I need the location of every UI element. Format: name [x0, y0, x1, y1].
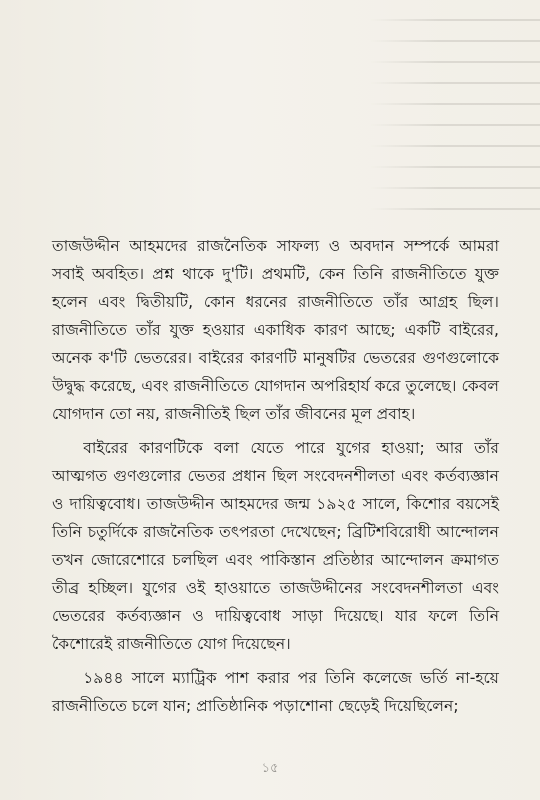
body-text [52, 232, 499, 720]
paragraph-3: ১৯৪৪ সালে ম্যাট্রিক পাশ করার পর তিনি কলেজে ভর্তি না-হয়ে রাজনীতিতে চলে যান; প্রাতিষ্ঠানিক পড়াশোনা ছেড়েই দিয়েছিলেন; [52, 669, 499, 715]
page-number: ১৫ [261, 761, 279, 776]
show-through-text [370, 0, 540, 220]
paragraph-1: তাজউদ্দীন আহমদের রাজনৈতিক সাফল্য ও অবদান সম্পর্কে আমরা সবাই অবহিত। প্রশ্ন থাকে দু'টি। প্রথমটি, কেন তিনি রাজনীতিতে যুক্ত হলেন এবং দ্বিতীয়টি, কোন ধরনের রাজনীতিতে তাঁর আগ্রহ ছিল। রাজনীতিতে তাঁর যুক্ত হওয়ার একাধিক কারণ আছে; একটি বাইরের, অনেক ক'টি ভেতরের। বাইরের কারণটি মানুষটির ভেতরের গুণগুলোকে উদ্বুদ্ধ করেছে, এবং রাজনীতিতে যোগদান অপরিহার্য করে তুলেছে। কেবল যোগদান তো নয়, রাজনীতিই ছিল তাঁর জীবনের মূল প্রবাহ। [52, 237, 499, 423]
paragraph-2: বাইরের কারণটিকে বলা যেতে পারে যুগের হাওয়া; আর তাঁর আত্মগত গুণগুলোর ভেতর প্রধান ছিল সংবেদনশীলতা এবং কর্তব্যজ্ঞান ও দায়িত্ববোধ। তাজউদ্দীন আহমদের জন্ম ১৯২৫ সালে, কিশোর বয়সেই তিনি চতুর্দিকে রাজনৈতিক তৎপরতা দেখেছেন; ব্রিটিশবিরোধী আন্দোলন তখন জোরেশোরে চলছিল এবং পাকিস্তান প্রতিষ্ঠার আন্দোলন ক্রমাগত তীব্র হচ্ছিল। যুগের ওই হাওয়াতে তাজউদ্দীনের সংবেদনশীলতা এবং ভেতরের কর্তব্যজ্ঞান ও দায়িত্ববোধ সাড়া দিয়েছে। যার ফলে তিনি কৈশোরেই রাজনীতিতে যোগ দিয়েছেন। [52, 439, 499, 653]
